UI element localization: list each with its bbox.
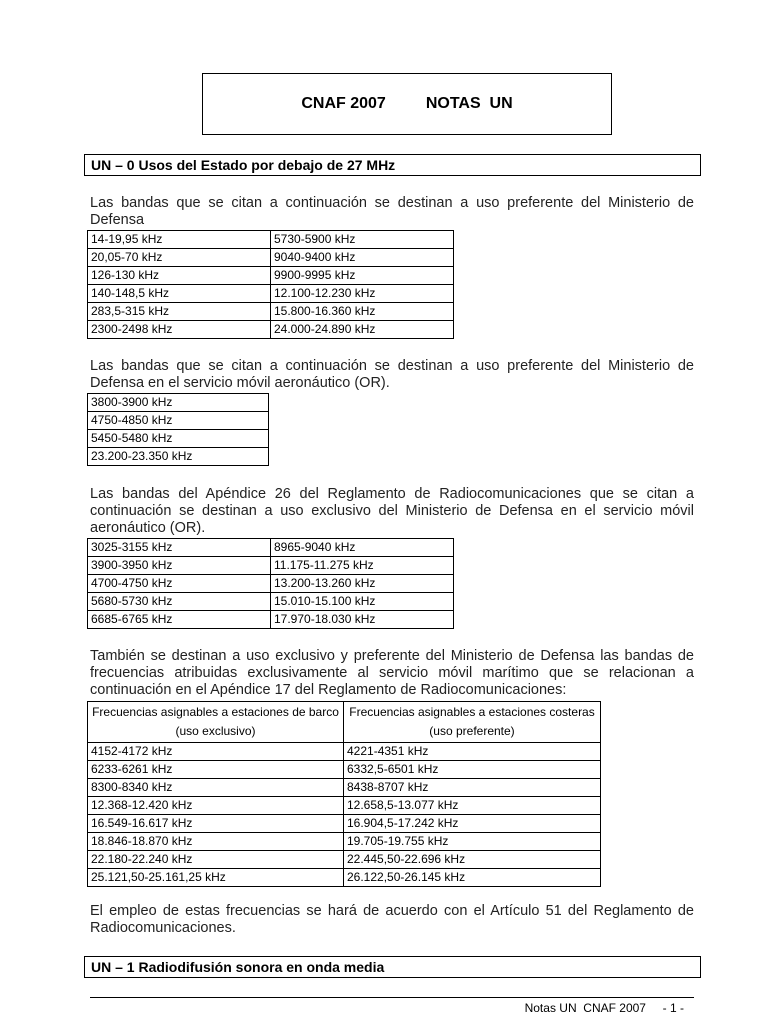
table-row: [88, 231, 454, 249]
table-cell: 22.445,50-22.696 kHz: [344, 851, 601, 869]
paragraph-2: Las bandas que se citan a continuación se destinan a uso preferente del Ministerio de Defensa en el servicio móvil aeronáutico (OR).: [90, 358, 694, 391]
table-cell: 23.200-23.350 kHz: [88, 448, 269, 466]
table-row: [88, 448, 269, 466]
paragraph-4: También se destinan a uso exclusivo y preferente del Ministerio de Defensa las bandas de frecuencias atribuidas exclusivamente al servicio móvil marítimo que se relacionan a continuación en el Apéndice 17 del Reglamento de Radiocomunicaciones:: [90, 648, 694, 698]
table-cell: 140-148,5 kHz: [88, 285, 271, 303]
table-cell: 4700-4750 kHz: [88, 575, 271, 593]
table-cell: 25.121,50-25.161,25 kHz: [88, 869, 344, 887]
table-cell: 17.970-18.030 kHz: [271, 611, 454, 629]
table-row: [88, 412, 269, 430]
table-row: [88, 797, 601, 815]
table-header-barco: Frecuencias asignables a estaciones de barco (uso exclusivo): [88, 702, 344, 743]
paragraph-3: Las bandas del Apéndice 26 del Reglamento de Radiocomunicaciones que se citan a continuación se destinan a uso exclusivo del Ministerio de Defensa en el servicio móvil aeronáutico (OR).: [90, 486, 694, 536]
table-cell: 20,05-70 kHz: [88, 249, 271, 267]
table-cell: 5680-5730 kHz: [88, 593, 271, 611]
table-row: [88, 249, 454, 267]
table-row: [88, 557, 454, 575]
table-cell: 13.200-13.260 kHz: [271, 575, 454, 593]
table-cell: 8965-9040 kHz: [271, 539, 454, 557]
table-cell: 26.122,50-26.145 kHz: [344, 869, 601, 887]
table-cell: 4750-4850 kHz: [88, 412, 269, 430]
table-cell: 3025-3155 kHz: [88, 539, 271, 557]
table-cell: 12.368-12.420 kHz: [88, 797, 344, 815]
table-cell: 4221-4351 kHz: [344, 743, 601, 761]
table-header-costeras: Frecuencias asignables a estaciones costeras (uso preferente): [344, 702, 601, 743]
table-cell: 14-19,95 kHz: [88, 231, 271, 249]
table-row: [88, 575, 454, 593]
title-right: NOTAS UN: [425, 95, 513, 112]
page-footer: [525, 1001, 684, 1015]
table-row: [88, 869, 601, 887]
table-cell: 4152-4172 kHz: [88, 743, 344, 761]
paragraph-5: El empleo de estas frecuencias se hará de acuerdo con el Artículo 51 del Reglamento de Radiocomunicaciones.: [90, 903, 694, 936]
table-cell: 12.100-12.230 kHz: [271, 285, 454, 303]
table-cell: 9900-9995 kHz: [271, 267, 454, 285]
table-cell: 3900-3950 kHz: [88, 557, 271, 575]
table-cell: 6332,5-6501 kHz: [344, 761, 601, 779]
table-cell: 24.000-24.890 kHz: [271, 321, 454, 339]
table-row: [88, 851, 601, 869]
footer-label: Notas UN CNAF 2007: [524, 1001, 646, 1015]
table-row: [88, 779, 601, 797]
table-row: [88, 285, 454, 303]
table-cell: 5450-5480 kHz: [88, 430, 269, 448]
table-cell: 16.549-16.617 kHz: [88, 815, 344, 833]
section-heading-un0: UN – 0 Usos del Estado por debajo de 27 MHz: [84, 154, 701, 176]
table-cell: 283,5-315 kHz: [88, 303, 271, 321]
table-cell: 9040-9400 kHz: [271, 249, 454, 267]
paragraph-1: Las bandas que se citan a continuación se destinan a uso preferente del Ministerio de Defensa: [90, 195, 694, 228]
table-row: [88, 815, 601, 833]
table-cell: 8300-8340 kHz: [88, 779, 344, 797]
table-cell: 15.010-15.100 kHz: [271, 593, 454, 611]
table-row: [88, 611, 454, 629]
title-box: [202, 73, 612, 135]
band-table-2: [87, 393, 269, 466]
table-cell: 22.180-22.240 kHz: [88, 851, 344, 869]
table-cell: 19.705-19.755 kHz: [344, 833, 601, 851]
table-cell: 8438-8707 kHz: [344, 779, 601, 797]
table-cell: 6685-6765 kHz: [88, 611, 271, 629]
table-cell: 3800-3900 kHz: [88, 394, 269, 412]
table-row: [88, 593, 454, 611]
table-cell: 6233-6261 kHz: [88, 761, 344, 779]
band-table-1: [87, 230, 454, 339]
table-row: [88, 833, 601, 851]
table-row: [88, 743, 601, 761]
table-row: [88, 394, 269, 412]
table-cell: 16.904,5-17.242 kHz: [344, 815, 601, 833]
table-cell: 18.846-18.870 kHz: [88, 833, 344, 851]
page-number: - 1 -: [662, 1001, 684, 1015]
table-cell: 5730-5900 kHz: [271, 231, 454, 249]
table-cell: 11.175-11.275 kHz: [271, 557, 454, 575]
table-cell: 2300-2498 kHz: [88, 321, 271, 339]
table-row: [88, 430, 269, 448]
section-heading-un1: UN – 1 Radiodifusión sonora en onda media: [84, 956, 701, 978]
table-row: [88, 267, 454, 285]
title-left: CNAF 2007: [301, 95, 386, 112]
band-table-3: [87, 538, 454, 629]
table-cell: 126-130 kHz: [88, 267, 271, 285]
table-row: [88, 539, 454, 557]
footer-rule: [90, 997, 694, 998]
table-row: [88, 303, 454, 321]
table-row: [88, 761, 601, 779]
maritime-frequency-table: [87, 701, 601, 887]
table-row: [88, 321, 454, 339]
table-cell: 15.800-16.360 kHz: [271, 303, 454, 321]
table-cell: 12.658,5-13.077 kHz: [344, 797, 601, 815]
